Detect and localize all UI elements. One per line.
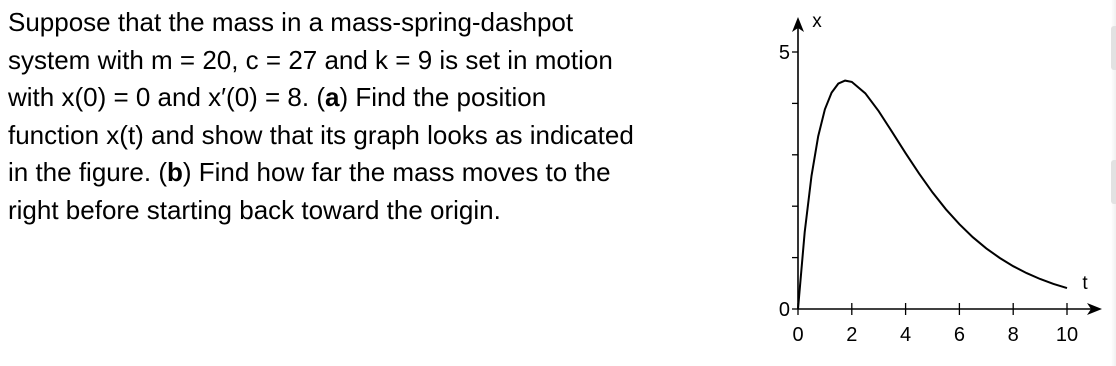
y-ticks <box>779 42 798 321</box>
problem-line <box>8 79 748 117</box>
problem-text: right before starting back toward the origin. <box>8 194 501 225</box>
axes <box>792 17 1102 315</box>
x-tick-label: 10 <box>1055 324 1079 346</box>
problem-text: function x(t) and show that its graph looks as indicated <box>8 119 634 150</box>
problem-line <box>8 154 748 192</box>
problem-text: in the figure. ( <box>8 157 167 187</box>
problem-statement <box>8 4 748 229</box>
part-label: a <box>325 82 340 112</box>
x-axis-label: t <box>1082 273 1088 294</box>
problem-text: with x(0) = 0 and x′(0) = 8. ( <box>8 82 326 112</box>
problem-line <box>8 117 748 155</box>
position-graph <box>740 0 1110 366</box>
y-tick-label: 5 <box>778 42 790 64</box>
problem-line <box>8 42 748 80</box>
problem-line <box>8 4 748 42</box>
problem-text: ) Find the position <box>339 82 547 112</box>
problem-line <box>8 192 748 230</box>
problem-text: system with m = 20, c = 27 and k = 9 is set in motion <box>8 44 613 75</box>
part-label: b <box>166 157 183 187</box>
edge-tab <box>1111 26 1116 70</box>
edge-shadow <box>1111 0 1116 366</box>
x-tick-label: 4 <box>900 324 912 346</box>
x-tick-label: 2 <box>846 324 858 346</box>
x-tick-label: 0 <box>792 324 804 346</box>
x-tick-label: 8 <box>1007 324 1019 346</box>
series-line <box>798 81 1067 309</box>
problem-text: Suppose that the mass in a mass-spring-dashpot <box>8 7 574 37</box>
edge-tab <box>1111 160 1116 204</box>
problem-text: ) Find how far the mass moves to the <box>182 157 611 187</box>
x-tick-label: 6 <box>953 324 965 346</box>
y-axis-label: x <box>812 11 822 32</box>
y-tick-label: 0 <box>778 299 790 321</box>
